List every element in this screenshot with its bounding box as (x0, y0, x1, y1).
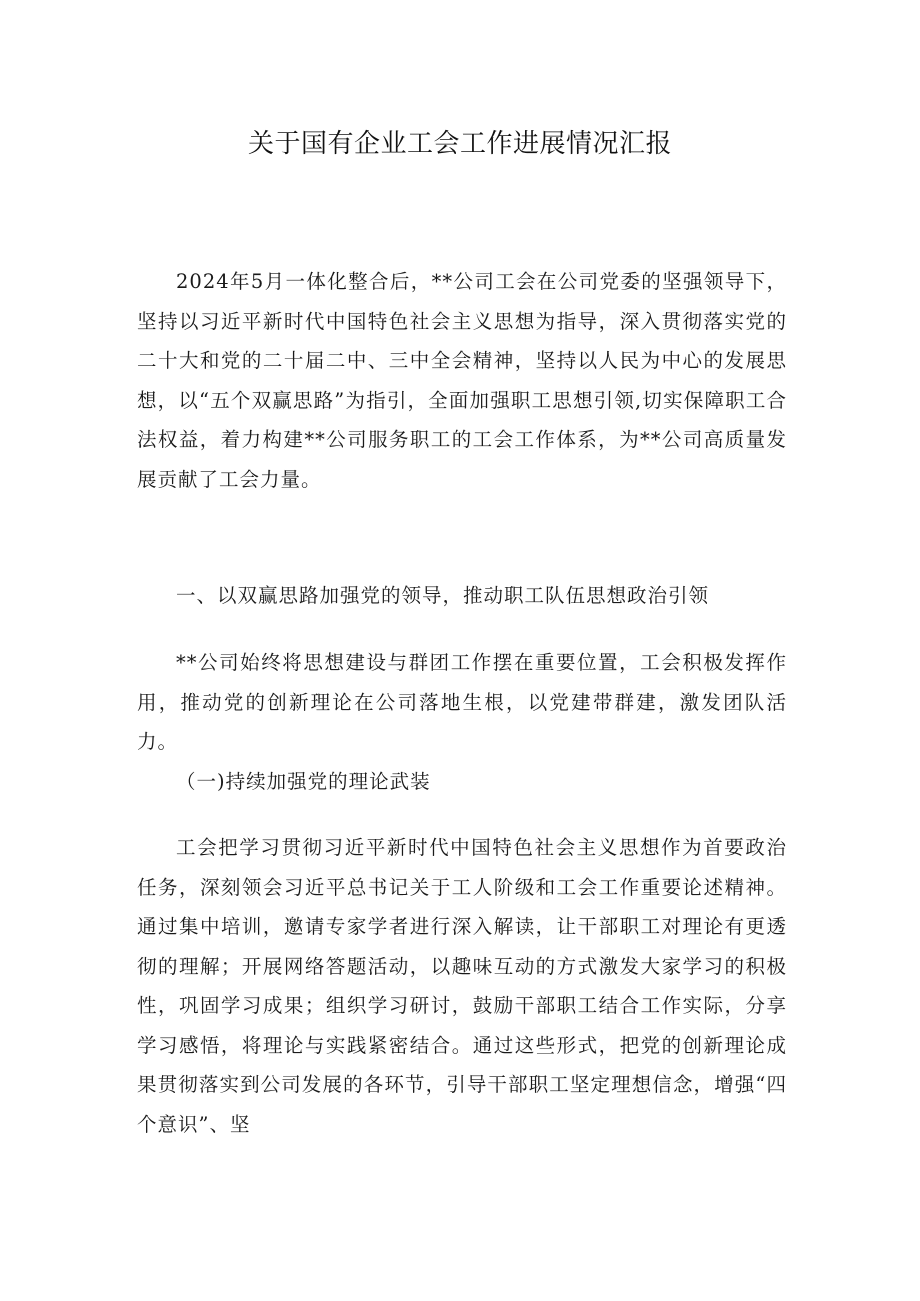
subsection-1-paragraph: 工会把学习贯彻习近平新时代中国特色社会主义思想作为首要政治任务，深刻领会习近平总书记关于工人阶级和工会工作重要论述精神。通过集中培训，邀请专家学者进行深入解读，让干部职工对理论有更透彻的理解；开展网络答题活动，以趣味互动的方式激发大家学习的积极性，巩固学习成果；组织学习研讨，鼓励干部职工结合工作实际，分享学习感悟，将理论与实践紧密结合。通过这些形式，把党的创新理论成果贯彻落实到公司发展的各环节，引导干部职工坚定理想信念，增强“四个意识”、坚 (137, 836, 787, 1136)
section-heading-1: 一、以双赢思路加强党的领导，推动职工队伍思想政治引领 (176, 584, 710, 607)
section-1-paragraph: **公司始终将思想建设与群团工作摆在重要位置，工会积极发挥作用，推动党的创新理论在公司落地生根，以党建带群建，激发团队活力。 (137, 651, 787, 753)
document-title: 关于国有企业工会工作进展情况汇报 (247, 129, 672, 159)
subsection-heading-1: （一)持续加强党的理论武装 (176, 770, 431, 793)
intro-paragraph: 2024年5月一体化整合后，**公司工会在公司党委的坚强领导下，坚持以习近平新时代中国特色社会主义思想为指导，深入贯彻落实党的二十大和党的二十届二中、三中全会精神，坚持以人民为中心的发展思想，以“五个双赢思路”为指引，全面加强职工思想引领,切实保障职工合法权益，着力构建**公司服务职工的工会工作体系，为**公司高质量发展贡献了工会力量。 (137, 270, 787, 491)
